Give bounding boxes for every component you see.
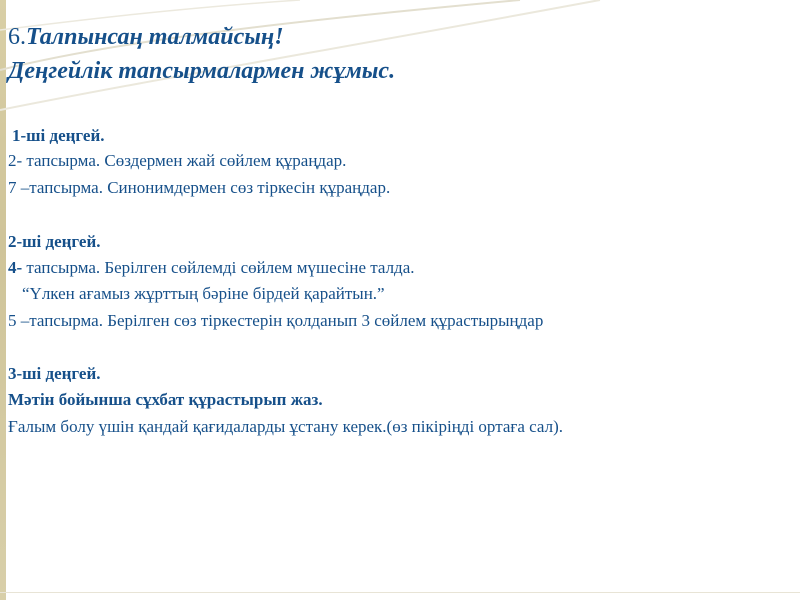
slide-content	[8, 0, 793, 600]
title-line-1: Талпынсаң талмайсың!	[26, 24, 284, 50]
slide-title	[8, 24, 284, 51]
level-1-task-2: 2- тапсырма. Сөздермен жай сөйлем құраңдар.	[8, 151, 347, 170]
title-line-2: Деңгейлік тапсырмалармен жұмыс.	[8, 58, 396, 84]
left-accent-bar	[0, 0, 6, 600]
level-2-task-5: 5 –тапсырма. Берілген сөз тіркестерін қолданып 3 сөйлем құрастырыңдар	[8, 311, 544, 330]
level-3-heading: 3-ші деңгей.	[8, 364, 101, 383]
level-1-heading: 1-ші деңгей.	[12, 126, 105, 145]
level-3-task-bold: Мәтін бойынша сұхбат құрастырып жаз.	[8, 390, 323, 409]
title-number: 6.	[8, 24, 26, 50]
bottom-divider	[0, 592, 800, 593]
level-2-quote: “Үлкен ағамыз жұрттың бәріне бірдей қарайтын.”	[22, 284, 385, 303]
level-1-task-7: 7 –тапсырма. Синонимдермен сөз тіркесін құраңдар.	[8, 178, 391, 197]
task-4-number: 4-	[8, 258, 23, 277]
level-2-task-4	[8, 258, 415, 278]
level-2-heading: 2-ші деңгей.	[8, 232, 101, 251]
level-3-task-text: Ғалым болу үшін қандай қағидаларды ұстану керек.(өз пікіріңді ортаға сал).	[8, 417, 563, 436]
task-4-text: тапсырма. Берілген сөйлемді сөйлем мүшесіне талда.	[22, 258, 415, 277]
